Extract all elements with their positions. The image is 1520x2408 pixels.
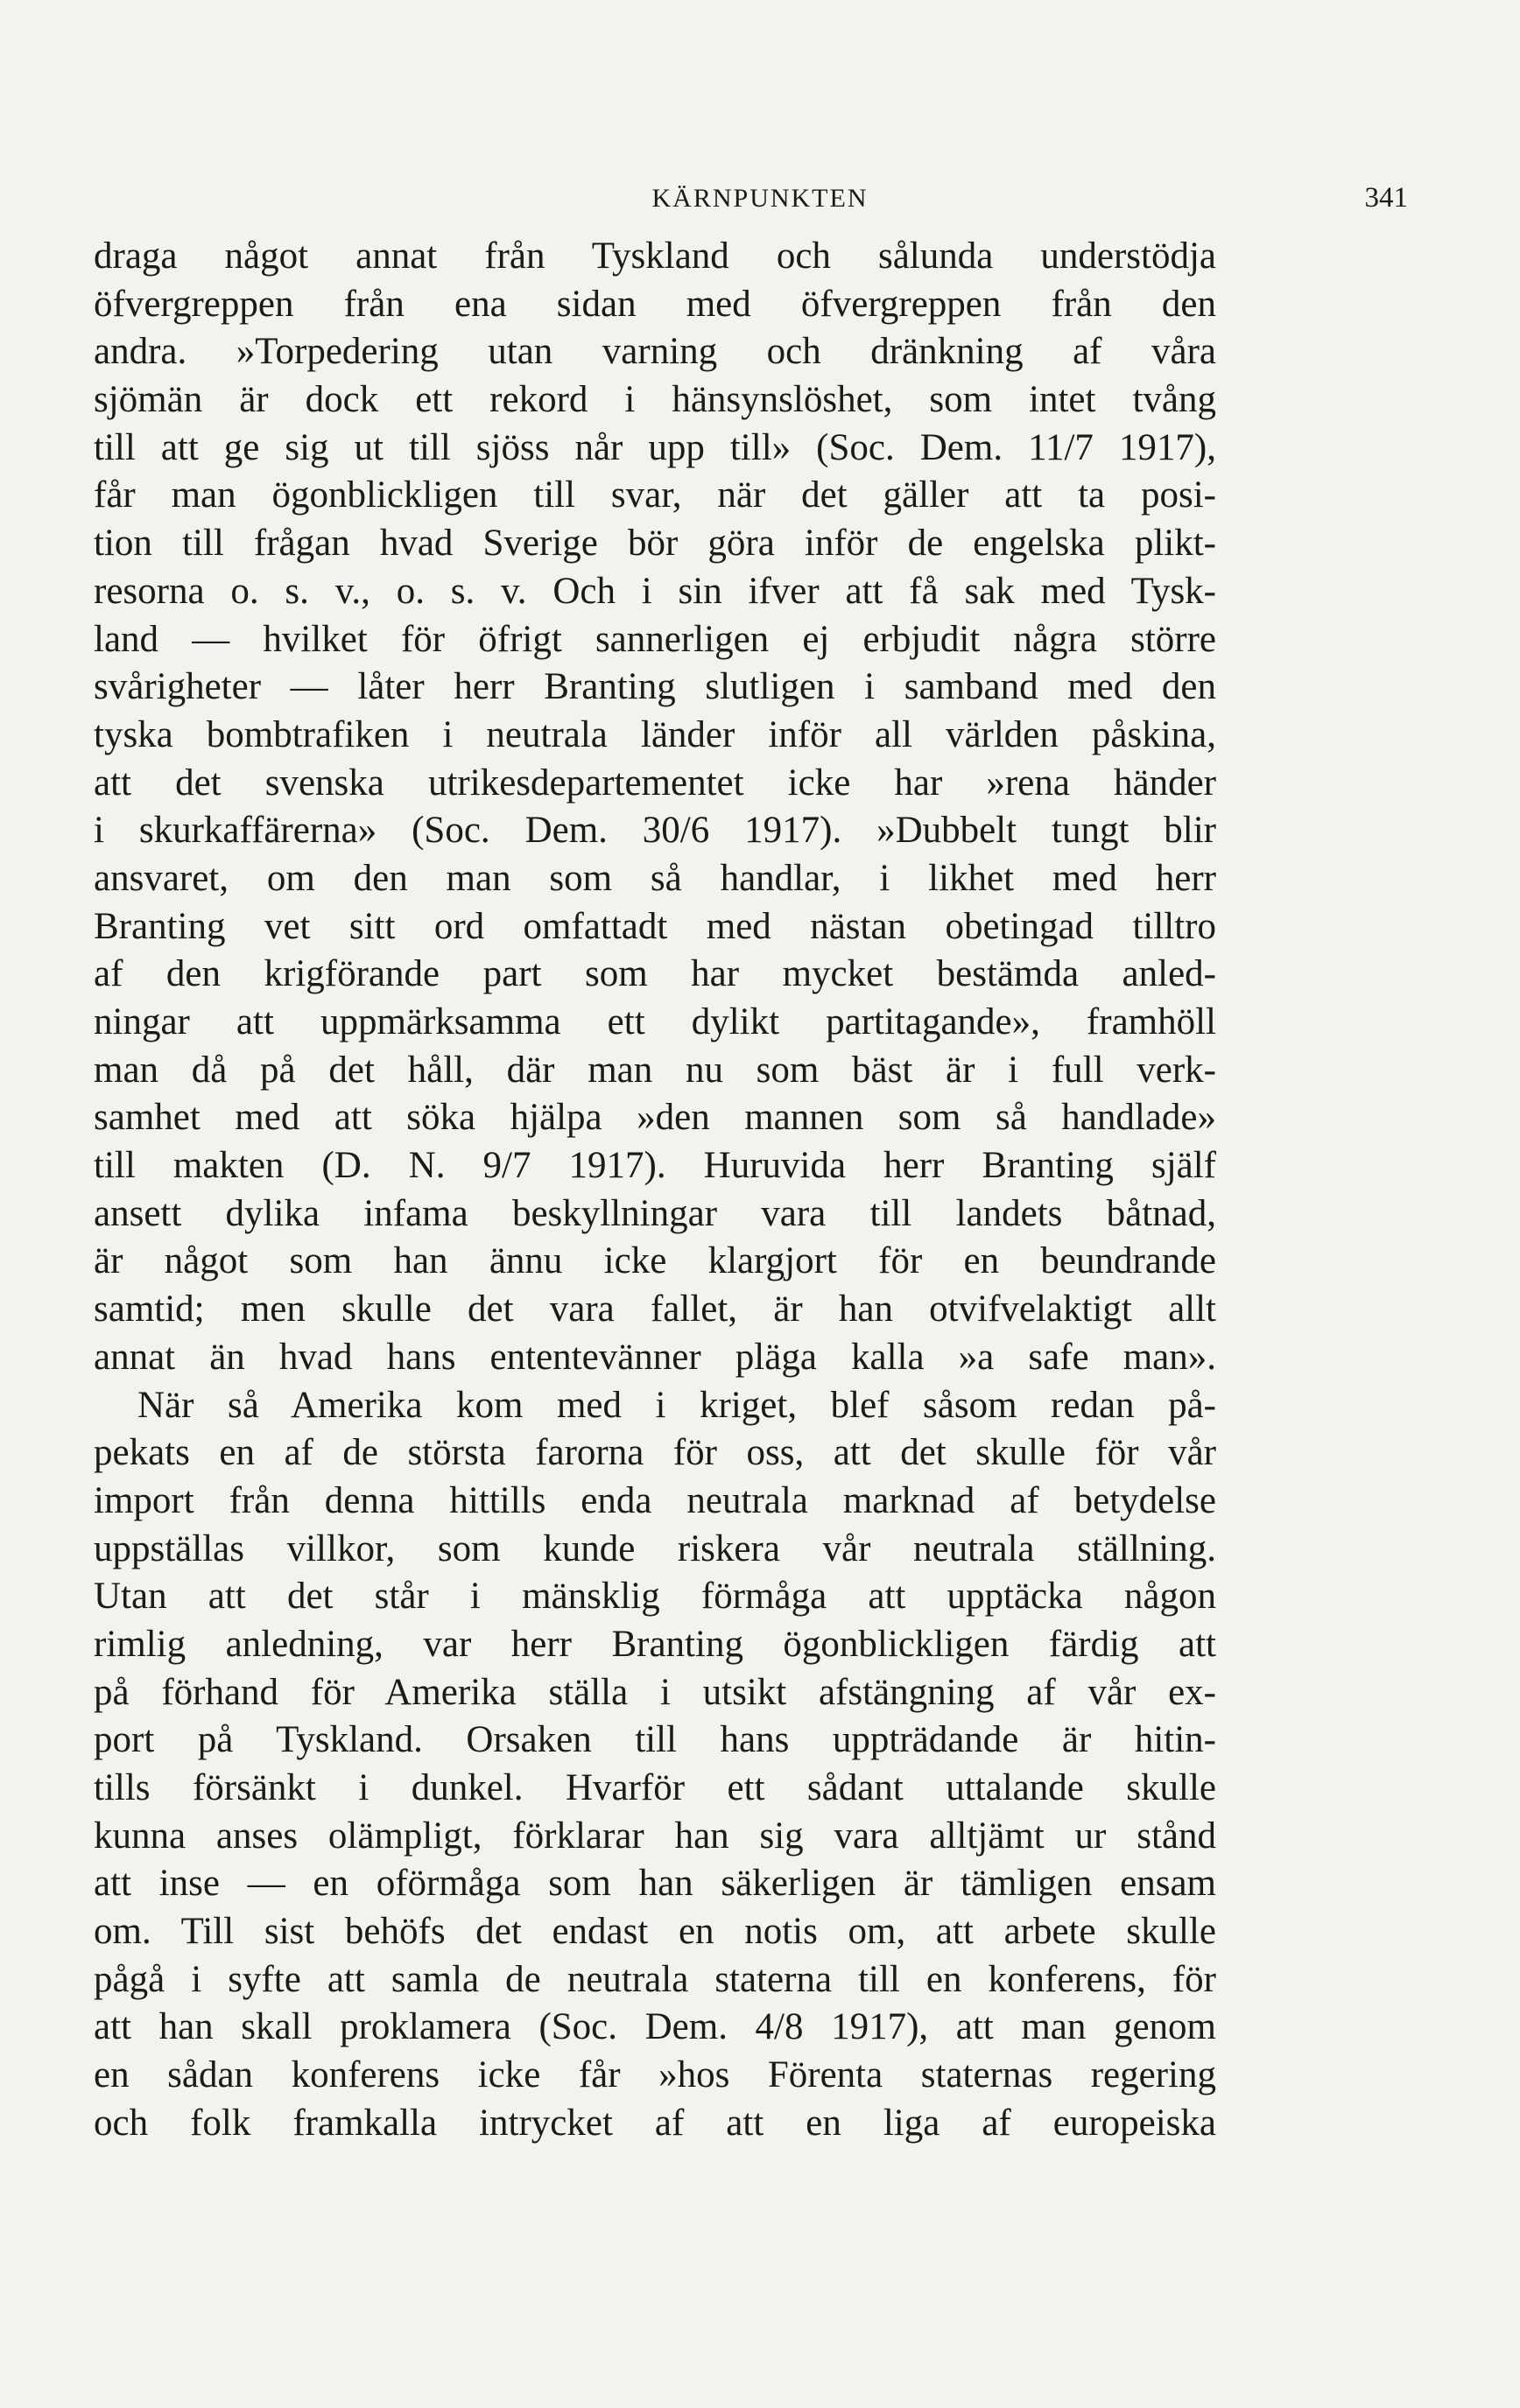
text-line: om. Till sist behöfs det endast en notis om, att arbete skulle: [94, 1911, 1216, 1953]
running-title: KÄRNPUNKTEN: [651, 184, 869, 213]
text-line: tion till frågan hvad Sverige bör göra inför de engelska plikt-: [94, 523, 1216, 565]
text-line: till makten (D. N. 9/7 1917). Huruvida herr Branting själf: [94, 1145, 1216, 1187]
text-line: på förhand för Amerika ställa i utsikt afstängning af vår ex-: [94, 1671, 1216, 1713]
text-line: ningar att uppmärksamma ett dylikt partitagande», framhöll: [94, 1001, 1216, 1043]
body-text: [94, 233, 1216, 2148]
text-line: tills försänkt i dunkel. Hvarför ett sådant uttalande skulle: [94, 1767, 1216, 1808]
text-line: man då på det håll, där man nu som bäst är i full verk-: [94, 1049, 1216, 1091]
page-number: 341: [1364, 182, 1408, 214]
text-line: ansvaret, om den man som så handlar, i likhet med herr: [94, 857, 1216, 899]
text-line: är något som han ännu icke klargjort för en beundrande: [94, 1240, 1216, 1282]
text-line: öfvergreppen från ena sidan med öfvergreppen från den: [94, 283, 1216, 325]
text-line: att inse — en oförmåga som han säkerligen är tämligen ensam: [94, 1863, 1216, 1905]
text-line: en sådan konferens icke får »hos Förenta staternas regering: [94, 2054, 1216, 2096]
text-line: När så Amerika kom med i kriget, blef såsom redan på-: [137, 1384, 1216, 1426]
text-line: att han skall proklamera (Soc. Dem. 4/8 1917), att man genom: [94, 2006, 1216, 2048]
text-line: port på Tyskland. Orsaken till hans uppträdande är hitin-: [94, 1719, 1216, 1761]
page-header: [0, 172, 1520, 221]
text-line: kunna anses olämpligt, förklarar han sig vara alltjämt ur stånd: [94, 1815, 1216, 1857]
text-line: rimlig anledning, var herr Branting ögonblickligen färdig att: [94, 1623, 1216, 1665]
text-line: resorna o. s. v., o. s. v. Och i sin ifver att få sak med Tysk-: [94, 570, 1216, 612]
text-line: land — hvilket för öfrigt sannerligen ej erbjudit några större: [94, 618, 1216, 660]
text-line: Utan att det står i mänsklig förmåga att upptäcka någon: [94, 1576, 1216, 1618]
text-line: samtid; men skulle det vara fallet, är han otvifvelaktigt allt: [94, 1288, 1216, 1330]
text-line: Branting vet sitt ord omfattadt med nästan obetingad tilltro: [94, 905, 1216, 947]
text-line: draga något annat från Tyskland och sålunda understödja: [94, 235, 1216, 277]
text-line: får man ögonblickligen till svar, när det gäller att ta posi-: [94, 474, 1216, 516]
text-line: uppställas villkor, som kunde riskera vår neutrala ställning.: [94, 1527, 1216, 1569]
text-line: och folk framkalla intrycket af att en liga af europeiska: [94, 2102, 1216, 2144]
text-line: andra. »Torpedering utan varning och dränkning af våra: [94, 331, 1216, 373]
text-line: att det svenska utrikesdepartementet icke har »rena händer: [94, 762, 1216, 804]
text-line: ansett dylika infama beskyllningar vara till landets båtnad,: [94, 1192, 1216, 1234]
text-line: annat än hvad hans ententevänner pläga kalla »a safe man».: [94, 1336, 1216, 1378]
text-line: tyska bombtrafiken i neutrala länder inför all världen påskina,: [94, 713, 1216, 755]
text-line: svårigheter — låter herr Branting slutligen i samband med den: [94, 666, 1216, 708]
text-line: af den krigförande part som har mycket bestämda anled-: [94, 953, 1216, 995]
text-line: till att ge sig ut till sjöss når upp till» (Soc. Dem. 11/7 1917),: [94, 426, 1216, 468]
text-line: pekats en af de största farorna för oss, att det skulle för vår: [94, 1432, 1216, 1474]
text-line: pågå i syfte att samla de neutrala staterna till en konferens, för: [94, 1958, 1216, 2000]
text-line: i skurkaffärerna» (Soc. Dem. 30/6 1917). »Dubbelt tungt blir: [94, 810, 1216, 852]
text-line: import från denna hittills enda neutrala marknad af betydelse: [94, 1479, 1216, 1521]
text-line: sjömän är dock ett rekord i hänsynslöshet, som intet tvång: [94, 379, 1216, 421]
text-line: samhet med att söka hjälpa »den mannen som så handlade»: [94, 1097, 1216, 1139]
